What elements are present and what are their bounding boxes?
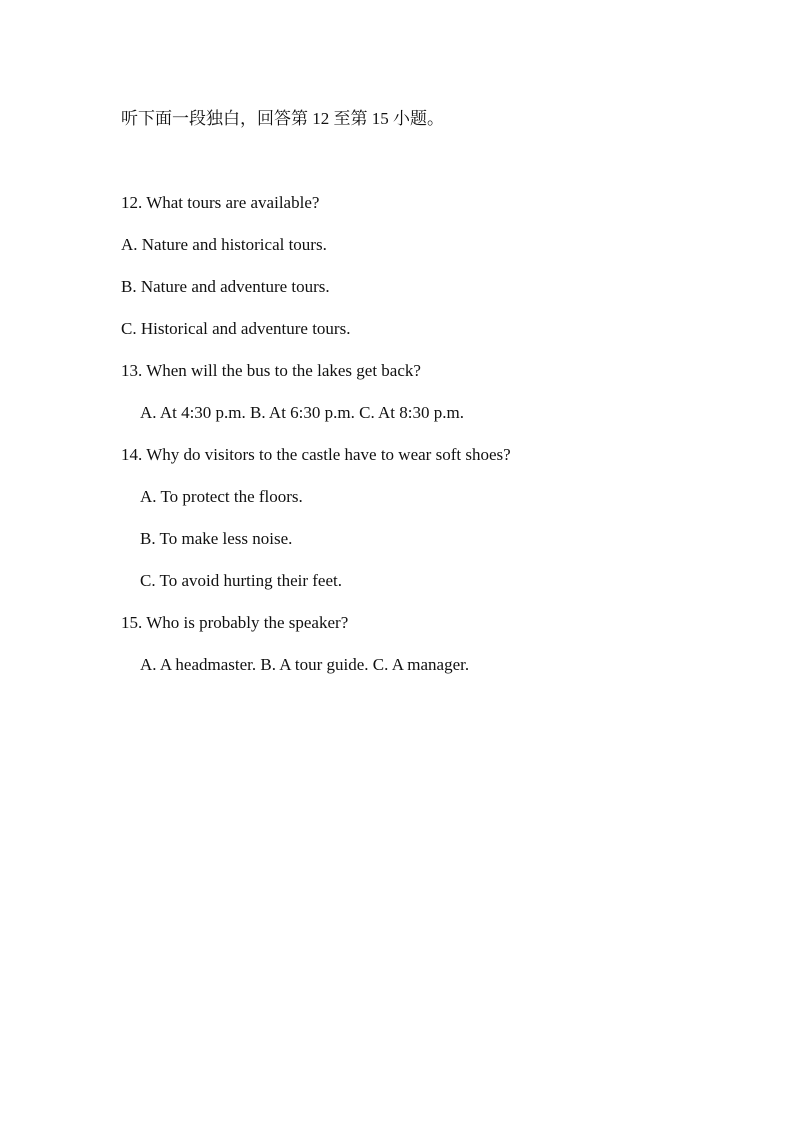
question-14-stem: 14. Why do visitors to the castle have to wear soft shoes?	[121, 445, 511, 464]
question-15-stem: 15. Who is probably the speaker?	[121, 613, 349, 632]
question-12-stem: 12. What tours are available?	[121, 193, 320, 212]
question-14-option-c: C. To avoid hurting their feet.	[140, 571, 342, 590]
question-12-option-a: A. Nature and historical tours.	[121, 235, 327, 254]
question-12-option-c: C. Historical and adventure tours.	[121, 319, 351, 338]
question-15-options: A. A headmaster. B. A tour guide. C. A manager.	[140, 655, 470, 674]
question-13-stem: 13. When will the bus to the lakes get back?	[121, 361, 421, 380]
section-instruction: 听下面一段独白，回答第 12 至第 15 小题。	[121, 109, 444, 128]
question-12-option-b: B. Nature and adventure tours.	[121, 277, 330, 296]
question-14-option-b: B. To make less noise.	[140, 529, 293, 548]
question-13-options: A. At 4:30 p.m. B. At 6:30 p.m. C. At 8:30 p.m.	[140, 403, 464, 422]
question-14-option-a: A. To protect the floors.	[140, 487, 303, 506]
